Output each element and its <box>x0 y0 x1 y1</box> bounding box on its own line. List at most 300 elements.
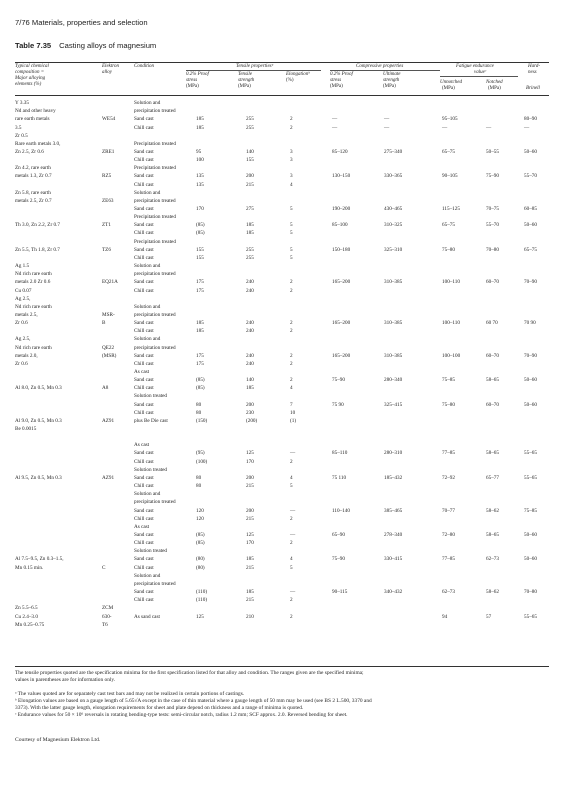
cell-condition: As cast <box>134 523 150 530</box>
cell-elongation: 4 <box>290 181 293 188</box>
cell-tensile-strength: 255 <box>246 254 254 261</box>
cell-composition: Nd and other heavy <box>15 108 56 115</box>
cell-tensile-strength: 215 <box>246 181 254 188</box>
hdr-proof-2: stress <box>186 78 198 83</box>
cell-proof-stress: (85) <box>196 385 205 392</box>
cell-hardness: 70–80 <box>524 589 537 595</box>
cell-condition: precipitation treated <box>134 271 176 278</box>
cell-composition: Cu 2.4–3.0 <box>15 613 38 620</box>
cell-tensile-strength: (200) <box>246 417 258 424</box>
cell-designation: ZCM <box>102 605 114 612</box>
table-number: Table 7.35 <box>15 41 52 50</box>
cell-elongation: 2 <box>290 458 293 465</box>
cell-comp-ultimate: 385–465 <box>384 507 403 514</box>
rule-bottom <box>15 666 549 667</box>
hdr-composition-1: Typical chemical <box>15 64 49 69</box>
hdr-unnotched-1: Unnotched <box>440 80 462 85</box>
cell-proof-stress: (85) <box>196 230 205 237</box>
cell-elongation: — <box>290 507 296 514</box>
cell-condition: Chill cast <box>134 124 154 131</box>
cell-tensile-strength: 255 <box>246 246 254 253</box>
cell-tensile-strength: 185 <box>246 589 254 595</box>
cell-comp-ultimate: 278–340 <box>384 532 403 538</box>
cell-notched: 57 <box>486 613 492 620</box>
cell-condition: Solution treated <box>134 466 167 473</box>
cell-tensile-strength: 215 <box>246 564 254 571</box>
cell-notched: 55–70 <box>486 222 499 229</box>
cell-condition: Chill cast <box>134 157 154 164</box>
cell-hardness: — <box>524 124 530 131</box>
cell-designation: QE22 <box>102 344 115 351</box>
cell-tensile-strength: 125 <box>246 532 254 538</box>
cell-unnotched: — <box>442 124 448 131</box>
hdr-elong-1: Elongationᵇ <box>286 72 310 77</box>
cell-comp-proof: 75 90 <box>332 401 344 408</box>
cell-proof-stress: 120 <box>196 507 204 514</box>
hdr-compressive-rule <box>330 70 440 71</box>
cell-hardness: 50–60 <box>524 401 537 408</box>
cell-condition: Chill cast <box>134 385 154 392</box>
hdr-elong-2: (%) <box>286 78 294 83</box>
hdr-fatigue-1: Fatigue endurance <box>456 64 494 69</box>
cell-condition: Sand cast <box>134 474 154 481</box>
cell-designation: ZRE1 <box>102 148 115 155</box>
cell-condition: precipitation treated <box>134 499 176 506</box>
rule-top <box>15 62 549 63</box>
cell-composition: Zn 2.5, Zr 0.6 <box>15 148 44 155</box>
cell-proof-stress: 80 <box>196 474 202 481</box>
cell-unnotched: 65–75 <box>442 222 455 229</box>
cell-proof-stress: (110) <box>196 597 208 604</box>
cell-tensile-strength: 240 <box>246 287 254 294</box>
cell-comp-ultimate: 280–310 <box>384 450 403 457</box>
hdr-cproof-1: 0.2% Proof <box>330 72 353 77</box>
cell-composition: Y 3.35 <box>15 100 29 106</box>
cell-elongation: 2 <box>290 597 293 604</box>
cell-proof-stress: 120 <box>196 515 204 522</box>
cell-composition: Th 3.0, Zn 2.2, Zr 0.7 <box>15 222 60 229</box>
cell-unnotched: 72–80 <box>442 532 455 538</box>
cell-comp-proof: 110–140 <box>332 507 350 514</box>
cell-notched: 58–65 <box>486 450 499 457</box>
cell-notched: 62–73 <box>486 556 499 563</box>
cell-unnotched: 75–80 <box>442 246 455 253</box>
cell-elongation: 4 <box>290 556 293 563</box>
cell-tensile-strength: 155 <box>246 157 254 164</box>
cell-tensile-strength: 125 <box>246 450 254 457</box>
cell-tensile-strength: 230 <box>246 409 254 416</box>
cell-proof-stress: (95) <box>196 450 205 457</box>
cell-composition: Ag 2.5, <box>15 295 31 302</box>
cell-condition: Sand cast <box>134 352 154 359</box>
cell-comp-proof: 190–200 <box>332 205 351 212</box>
cell-comp-proof: — <box>332 124 338 131</box>
cell-condition: Solution and <box>134 263 161 269</box>
cell-elongation: 2 <box>290 124 293 131</box>
cell-condition: precipitation treated <box>134 580 176 587</box>
cell-designation: AZ91 <box>102 474 115 481</box>
cell-proof-stress: 175 <box>196 279 204 286</box>
cell-hardness: 50–60 <box>524 556 537 563</box>
cell-composition: Ag 2.5, <box>15 336 31 343</box>
cell-condition: Solution treated <box>134 393 167 400</box>
cell-unnotched: 62–73 <box>442 589 455 595</box>
cell-hardness: 50–60 <box>524 532 537 538</box>
cell-notched: 58–62 <box>486 589 499 595</box>
cell-tensile-strength: 215 <box>246 597 254 604</box>
cell-tensile-strength: 240 <box>246 328 254 335</box>
cell-elongation: 10 <box>290 409 296 416</box>
cell-condition: As cast <box>134 442 150 449</box>
cell-elongation: 5 <box>290 222 293 229</box>
cell-hardness: 55–65 <box>524 474 537 481</box>
cell-condition: Chill cast <box>134 564 154 571</box>
cell-tensile-strength: 140 <box>246 377 254 384</box>
cell-elongation: 3 <box>290 157 293 164</box>
cell-comp-ultimate: 275–340 <box>384 148 403 155</box>
cell-comp-proof: 85–110 <box>332 450 348 457</box>
hdr-cproof-3: (MPa) <box>330 84 343 89</box>
cell-designation: (MSR) <box>102 352 117 359</box>
cell-composition: Nd rich rare earth <box>15 303 52 310</box>
cell-composition: Zn 5.5–6.5 <box>15 605 38 612</box>
cell-comp-proof: 150–180 <box>332 246 351 253</box>
hdr-tensile-rule <box>186 70 321 71</box>
cell-elongation: 2 <box>290 540 293 547</box>
cell-composition: Al 9.0, Zn 0.5, Mn 0.3 <box>15 417 62 424</box>
cell-tensile-strength: 200 <box>246 173 254 180</box>
cell-composition: metals 2.5, Zr 0.7 <box>15 197 52 204</box>
cell-tensile-strength: 240 <box>246 320 254 327</box>
cell-unnotched: 100–100 <box>442 352 461 359</box>
cell-tensile-strength: 170 <box>246 458 254 465</box>
cell-elongation: 5 <box>290 205 293 212</box>
hdr-tensile-2: strength <box>238 78 255 83</box>
cell-comp-proof: 75–90 <box>332 377 345 384</box>
hdr-ultimate-3: (MPa) <box>383 84 396 89</box>
cell-condition: Chill cast <box>134 360 154 367</box>
cell-condition: Chill cast <box>134 483 154 490</box>
hdr-unnotched-2: (MPa) <box>442 86 455 91</box>
cell-tensile-strength: 185 <box>246 230 254 237</box>
cell-designation: T6 <box>102 621 108 628</box>
cell-proof-stress: (110) <box>196 589 208 595</box>
cell-unnotched: 115–125 <box>442 205 460 212</box>
footnote-line: ᶜ Endurance values for 50 × 10⁶ reversals in rotating bending-type tests: semi-circular notch, radius 1.2 mm; SCF approx. 2.0. Reversed bending for sheet. <box>15 712 348 718</box>
cell-hardness: 70 90 <box>524 320 536 327</box>
cell-proof-stress: (100) <box>196 458 208 465</box>
cell-proof-stress: (85) <box>196 532 205 538</box>
cell-tensile-strength: 185 <box>246 385 254 392</box>
cell-elongation: 2 <box>290 279 293 286</box>
cell-proof-stress: 80 <box>196 483 202 490</box>
cell-proof-stress: 170 <box>196 205 204 212</box>
cell-hardness: 50–60 <box>524 377 537 384</box>
hdr-designation-2: alloy <box>102 70 112 75</box>
cell-tensile-strength: 215 <box>246 483 254 490</box>
cell-designation: ZT1 <box>102 222 111 229</box>
cell-elongation: 3 <box>290 148 293 155</box>
cell-proof-stress: (80) <box>196 556 205 563</box>
cell-notched: 70–80 <box>486 246 499 253</box>
cell-composition: Zr 0.5 <box>15 132 28 139</box>
cell-condition: Sand cast <box>134 401 154 408</box>
cell-elongation: 2 <box>290 287 293 294</box>
cell-elongation: — <box>290 532 296 538</box>
cell-proof-stress: (85) <box>196 222 205 229</box>
cell-notched: 70–75 <box>486 205 499 212</box>
cell-elongation: 4 <box>290 385 293 392</box>
cell-designation: 630- <box>102 613 112 620</box>
cell-condition: Chill cast <box>134 230 154 237</box>
cell-composition: Al 8.0, Zn 0.5, Mn 0.3 <box>15 385 62 392</box>
cell-elongation: 2 <box>290 377 293 384</box>
cell-composition: Al 7.5–9.5, Zn 0.3–1.5, <box>15 556 64 563</box>
cell-proof-stress: 155 <box>196 246 204 253</box>
cell-hardness: 60–85 <box>524 205 537 212</box>
cell-designation: AZ91 <box>102 417 115 424</box>
cell-proof-stress: 155 <box>196 254 204 261</box>
cell-composition: metals 2.5, <box>15 311 38 318</box>
cell-elongation: 5 <box>290 483 293 490</box>
running-head: 7/76 Materials, properties and selection <box>15 18 148 27</box>
cell-comp-proof: 165–200 <box>332 352 351 359</box>
hdr-tensile-group: Tensile propertiesᵃ <box>236 64 274 69</box>
cell-designation: A8 <box>102 385 109 392</box>
cell-comp-ultimate: 330–415 <box>384 556 403 563</box>
hdr-brinell: Brinell <box>526 86 540 91</box>
cell-comp-ultimate: 185–432 <box>384 474 403 481</box>
cell-elongation: 5 <box>290 564 293 571</box>
cell-composition: Al 9.5, Zn 0.5, Mn 0.3 <box>15 474 62 481</box>
cell-condition: Chill cast <box>134 287 154 294</box>
cell-composition: Be 0.0015 <box>15 426 37 432</box>
cell-tensile-strength: 255 <box>246 124 254 131</box>
cell-tensile-strength: 185 <box>246 556 254 563</box>
cell-elongation: — <box>290 450 296 457</box>
cell-comp-proof: 165–200 <box>332 279 351 286</box>
cell-condition: precipitation treated <box>134 197 176 204</box>
cell-unnotched: 90–105 <box>442 173 458 180</box>
cell-tensile-strength: 275 <box>246 205 254 212</box>
cell-elongation: 7 <box>290 401 293 408</box>
cell-condition: Solution and <box>134 572 161 579</box>
cell-composition: Zn 4.2, rare earth <box>15 165 51 172</box>
cell-composition: metals 1.3, Zr 0.7 <box>15 173 52 180</box>
rule-header <box>15 95 549 96</box>
cell-comp-ultimate: 330–365 <box>384 173 403 180</box>
hdr-ultimate-1: Ultimate <box>383 72 401 77</box>
cell-condition: precipitation treated <box>134 108 176 115</box>
cell-comp-ultimate: 430–465 <box>384 205 403 212</box>
cell-condition: Chill cast <box>134 254 154 261</box>
hdr-hardness-1: Hard- <box>528 64 541 69</box>
cell-condition: Chill cast <box>134 328 154 335</box>
cell-proof-stress: 175 <box>196 287 204 294</box>
cell-tensile-strength: 215 <box>246 515 254 522</box>
cell-notched: 50–55 <box>486 148 499 155</box>
cell-condition: plus Be Die cast <box>134 417 168 424</box>
cell-condition: Sand cast <box>134 173 154 180</box>
cell-proof-stress: 80 <box>196 409 202 416</box>
cell-composition: Cu 0.07 <box>15 287 32 294</box>
cell-proof-stress: 125 <box>196 613 204 620</box>
cell-unnotched: 75–80 <box>442 401 455 408</box>
cell-notched: — <box>486 124 492 131</box>
cell-hardness: 50–60 <box>524 222 537 229</box>
cell-proof-stress: 185 <box>196 124 204 131</box>
cell-comp-proof: 130–150 <box>332 173 351 180</box>
cell-comp-ultimate: 325–310 <box>384 246 403 253</box>
cell-comp-proof: 85–120 <box>332 148 348 155</box>
cell-comp-ultimate: 310–385 <box>384 320 403 327</box>
cell-hardness: 55–65 <box>524 450 537 457</box>
cell-unnotched: 77–85 <box>442 450 455 457</box>
cell-condition: Precipitation treated <box>134 238 176 245</box>
cell-condition: Precipitation treated <box>134 140 176 147</box>
footnote-line: ᵇ Elongation values are based on a gauge length of 5.65√A except in the case of thin material where a gauge length of 50 mm may be used (see BS 2 L.500, 3370 and <box>15 698 372 704</box>
cell-unnotched: 65–75 <box>442 148 455 155</box>
cell-condition: Chill cast <box>134 540 154 547</box>
cell-composition: Zr 0.6 <box>15 360 28 367</box>
cell-elongation: — <box>290 589 296 595</box>
cell-condition: Precipitation treated <box>134 165 176 172</box>
footnote-line: The tensile properties quoted are the specification minima for the first specification listed for that alloy and condition. The ranges given are the specified minima; <box>15 670 364 676</box>
cell-condition: Sand cast <box>134 116 154 123</box>
hdr-compressive-group: Compressive properties <box>356 64 404 69</box>
cell-unnotched: 94 <box>442 613 448 620</box>
cell-proof-stress: (150) <box>196 417 208 424</box>
cell-designation: EQ21A <box>102 279 118 286</box>
cell-designation: C <box>102 564 106 571</box>
cell-condition: Precipitation treated <box>134 214 176 221</box>
cell-tensile-strength: 140 <box>246 148 254 155</box>
cell-condition: Solution and <box>134 491 161 498</box>
cell-notched: 60–70 <box>486 352 499 359</box>
cell-comp-proof: 165–200 <box>332 320 351 327</box>
cell-condition: Solution and <box>134 100 161 106</box>
cell-proof-stress: (85) <box>196 540 205 547</box>
cell-unnotched: 100–110 <box>442 279 460 286</box>
hdr-fatigue-2: valueᶜ <box>474 70 487 75</box>
hdr-notched-1: Notched <box>486 80 503 85</box>
cell-composition: Mn 0.25–0.75 <box>15 621 45 628</box>
cell-notched: 58–65 <box>486 377 499 384</box>
cell-tensile-strength: 240 <box>246 360 254 367</box>
cell-proof-stress: 95 <box>196 148 202 155</box>
cell-comp-ultimate: 310–325 <box>384 222 403 229</box>
cell-composition: Mn 0.15 min. <box>15 564 44 571</box>
cell-unnotched: 77–85 <box>442 556 455 563</box>
cell-condition: Chill cast <box>134 458 154 465</box>
cell-comp-ultimate: 310–385 <box>384 352 403 359</box>
hdr-composition-2: composition = <box>15 70 45 75</box>
hdr-notched-2: (MPa) <box>488 86 501 91</box>
cell-composition: Zn 5.8, rare earth <box>15 189 51 196</box>
table-title <box>15 41 156 50</box>
cell-proof-stress: 175 <box>196 352 204 359</box>
cell-condition: Sand cast <box>134 556 154 563</box>
cell-comp-ultimate: — <box>384 116 390 123</box>
cell-condition: Chill cast <box>134 515 154 522</box>
hdr-cproof-2: stress <box>330 78 342 83</box>
cell-composition: metals 2.0 Zr 0.6 <box>15 279 51 286</box>
cell-notched: 60–70 <box>486 279 499 286</box>
cell-condition: As sand cast <box>134 613 160 620</box>
cell-condition: Solution treated <box>134 548 167 555</box>
cell-condition: precipitation treated <box>134 344 176 351</box>
cell-condition: Sand cast <box>134 320 154 327</box>
cell-comp-ultimate: 310–385 <box>384 279 403 286</box>
cell-tensile-strength: 185 <box>246 222 254 229</box>
cell-comp-ultimate: 280–340 <box>384 377 403 384</box>
cell-condition: Sand cast <box>134 377 154 384</box>
cell-notched: 75–90 <box>486 173 499 180</box>
cell-condition: As cast <box>134 368 150 375</box>
footnote-line: 3373). With the latter gauge length, elongation requirements for sheet and plate depend on thickness and a range of minima is quoted. <box>15 705 304 711</box>
cell-hardness: 70–90 <box>524 352 537 359</box>
hdr-ultimate-2: strength <box>383 78 400 83</box>
cell-comp-proof: 90–115 <box>332 589 348 595</box>
cell-elongation: 3 <box>290 173 293 180</box>
cell-designation: B <box>102 320 106 327</box>
cell-proof-stress: (80) <box>196 564 205 571</box>
cell-tensile-strength: 255 <box>246 116 254 123</box>
cell-proof-stress: 100 <box>196 157 204 164</box>
cell-elongation: (1) <box>290 417 297 424</box>
hdr-hardness-2: ness <box>528 70 537 75</box>
cell-condition: Solution and <box>134 189 161 196</box>
cell-condition: Sand cast <box>134 246 154 253</box>
hdr-tensile-1: Tensile <box>238 72 252 77</box>
cell-hardness: 70–90 <box>524 279 537 286</box>
cell-proof-stress: 185 <box>196 320 204 327</box>
cell-elongation: 2 <box>290 360 293 367</box>
cell-designation: TZ6 <box>102 246 111 253</box>
cell-elongation: 2 <box>290 515 293 522</box>
cell-condition: Solution and <box>134 303 161 310</box>
cell-composition: Rare earth metals 3.0, <box>15 140 61 147</box>
cell-designation: RZ5 <box>102 173 112 180</box>
cell-composition: Zn 5.5, Th 1.8, Zr 0.7 <box>15 246 60 253</box>
cell-proof-stress: 80 <box>196 401 202 408</box>
footnote-line: ᵃ The values quoted are for separately cast test bars and may not be realized in certain portions of castings. <box>15 691 245 697</box>
cell-hardness: 50–60 <box>524 148 537 155</box>
cell-hardness: 55–70 <box>524 173 537 180</box>
cell-condition: Chill cast <box>134 181 154 188</box>
cell-tensile-strength: 210 <box>246 613 254 620</box>
cell-comp-proof: 75 110 <box>332 474 347 481</box>
cell-elongation: 2 <box>290 613 293 620</box>
cell-proof-stress: 175 <box>196 360 204 367</box>
cell-tensile-strength: 170 <box>246 540 254 547</box>
cell-hardness: 55–65 <box>524 613 537 620</box>
cell-condition: Sand cast <box>134 222 154 229</box>
cell-proof-stress: 135 <box>196 181 204 188</box>
hdr-proof-3: (MPa) <box>186 84 199 89</box>
cell-proof-stress: 135 <box>196 173 204 180</box>
cell-condition: Sand cast <box>134 148 154 155</box>
credit-line: Courtesy of Magnesium Elektron Ltd. <box>15 737 101 743</box>
cell-unnotched: 100–110 <box>442 320 460 327</box>
cell-composition: metals 2.0, <box>15 352 38 359</box>
cell-unnotched: 70–77 <box>442 507 455 514</box>
cell-elongation: 2 <box>290 116 293 123</box>
hdr-fatigue-rule <box>440 76 518 77</box>
cell-designation: MSR- <box>102 311 115 318</box>
cell-condition: precipitation treated <box>134 311 176 318</box>
cell-unnotched: 72–92 <box>442 474 455 481</box>
